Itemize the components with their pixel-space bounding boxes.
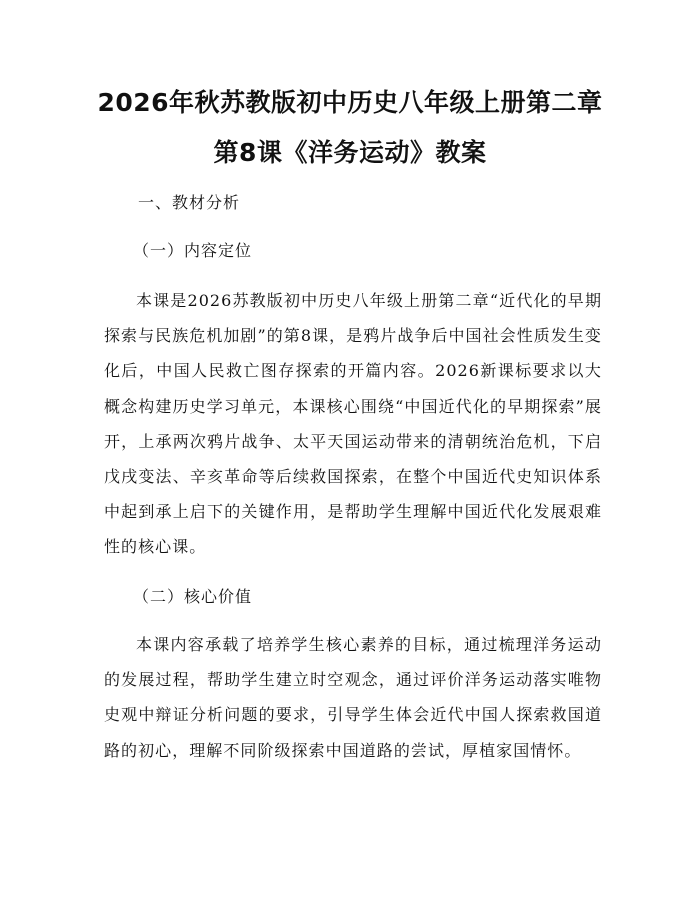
subsection-heading-content-positioning: （一）内容定位	[133, 241, 253, 260]
document-title-line-1: 2026年秋苏教版初中历史八年级上册第二章	[97, 88, 603, 117]
section-heading-textbook-analysis: 一、教材分析	[138, 193, 241, 212]
subsection-heading-core-value: （二）核心价值	[133, 587, 253, 606]
paragraph-core-value: 本课内容承载了培养学生核心素养的目标，通过梳理洋务运动的发展过程，帮助学生建立时空观念，通过评价洋务运动落实唯物史观中辩证分析问题的要求，引导学生体会近代中国人探索救国道路的初心，理解不同阶级探索中国道路的尝试，厚植家国情怀。	[104, 635, 602, 760]
paragraph-content-positioning: 本课是2026苏教版初中历史八年级上册第二章“近代化的早期探索与民族危机加剧”的第8课，是鸦片战争后中国社会性质发生变化后，中国人民救亡图存探索的开篇内容。2026新课标要求以大概念构建历史学习单元，本课核心围绕“中国近代化的早期探索”展开，上承两次鸦片战争、太平天国运动带来的清朝统治危机，下启戊戌变法、辛亥革命等后续救国探索，在整个中国近代史知识体系中起到承上启下的关键作用，是帮助学生理解中国近代化发展艰难性的核心课。	[104, 291, 602, 557]
document-title-line-2: 第8课《洋务运动》教案	[213, 138, 487, 167]
